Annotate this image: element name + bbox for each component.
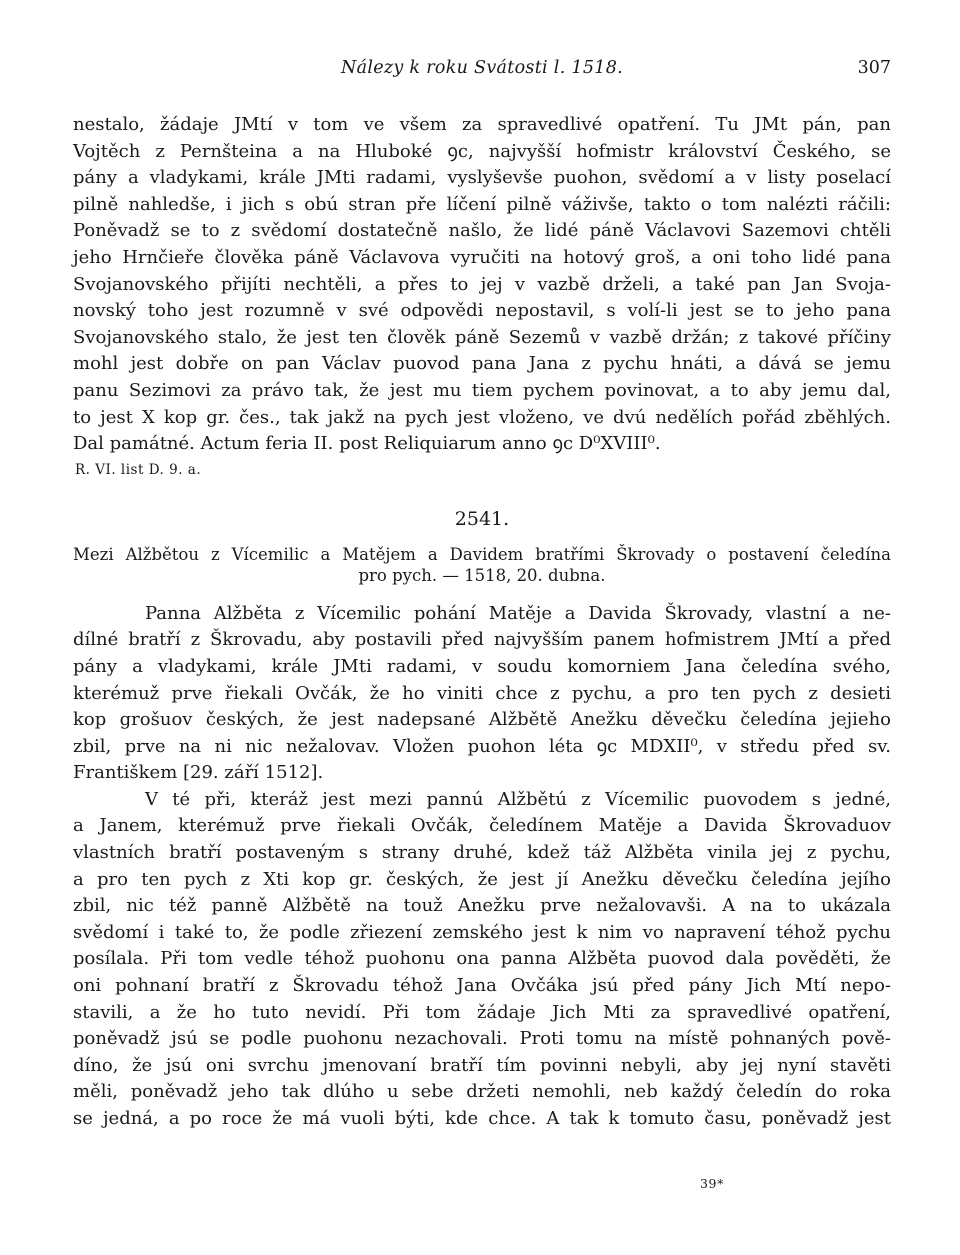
text-line: posílala. Při tom vedle téhož puohonu ona panna Alžběta puovod dala pověděti, že [73,948,891,970]
summary-line: pro pych. — 1518, 20. dubna. [358,566,606,586]
text-line: panu Sezimovi za právo tak, že jest mu tiem pychem povinovat, a to aby jemu dal, [73,379,891,401]
text-line: nestalo, žádaje JMtí v tom ve všem za spravedlivé opatření. Tu JMt pán, pan [73,114,891,135]
text-line: Františkem [29. září 1512]. [73,762,324,784]
text-line: zbil, nic též panně Alžbětě na touž Anežku prve nežalovavši. A na to ukázala [73,895,891,917]
document-summary [73,544,891,587]
paragraph [73,787,891,1133]
text-line: Vojtěch z Pernšteina a na Hluboké ꝯc, najvyšší hofmistr království Českého, se [73,140,891,162]
source-note: R. VI. list D. 9. a. [75,461,202,478]
text-line: to jest X kop gr. čes., tak jakž na pych jest vloženo, ve dvú nedělích pořád zběhlých. [73,406,891,428]
text-line: Svojanovského přijíti nechtěli, a přes to jej v vazbě drželi, a také pan Jan Svoja- [73,273,891,295]
text-line: kterémuž prve řiekali Ovčák, že ho viniti chce z pychu, a pro ten pych z desieti [73,682,891,704]
text-line: pilně nahledše, i jich s obú stran pře líčení pilně váživše, takto o tom nalézti ráčili: [73,193,891,215]
text-line: a Janem, kterémuž prve řiekali Ovčák, čeledínem Matěje a Davida Škrovaduov [73,815,891,837]
page-number: 307 [857,58,891,78]
text-line: V té při, kteráž jest mezi pannú Alžbětú z Vícemilic puovodem s jedné, [145,788,891,810]
continuation-text [73,112,891,478]
text-line: dílné bratří z Škrovadu, aby postavili před najvyšším panem hofmistrem JMtí a před [73,629,891,651]
text-line: Poněvadž se to z svědomí dostatečně našlo, že lidé páně Václavovi Sazemovi chtěli [73,220,891,242]
text-line: díno, že jsú oni svrchu jmenovaní bratří tím povinni nebyli, aby jej nyní stavěti [73,1054,891,1076]
text-line: a pro ten pych z Xti kop gr. českých, že jest jí Anežku děvečku čeledína jejího [73,868,891,890]
text-line: Svojanovského stalo, že jest ten člověk páně Sezemů v vazbě držán; z takové příčiny [73,326,891,348]
text-line: poněvadž jsú se podle puohonu nezachovali. Proti tomu na místě pohnaných pově- [73,1028,891,1050]
document-body [73,601,891,1133]
text-line: oni pohnaní bratří z Škrovadu téhož Jana Ovčáka jsú před pány Jich Mtí nepo- [73,975,891,997]
running-head [73,58,891,90]
summary-line: Mezi Alžbětou z Vícemilic a Matějem a Davidem bratřími Škrovady o postavení čeledína [73,544,891,564]
text-line: pány a vladykami, krále JMti radami, vyslyševše puohon, svědomí a v listy poselací [73,167,891,189]
text-line: měli, poněvadž jeho tak dlúho u sebe držeti nemohli, neb každý čeledín do roka [73,1081,891,1103]
text-line: novský toho jest rozumně v své odpovědi nepostavil, s volí-li jest se to jeho pana [73,300,891,322]
text-line: Panna Alžběta z Vícemilic pohání Matěje a Davida Škrovady, vlastní a ne- [145,602,891,624]
signature-mark: 39* [700,1176,724,1191]
text-line: vlastních bratří postaveným s strany druhé, kdež táž Alžběta vinila jej z pychu, [73,842,891,864]
text-line: kop grošuov českých, že jest nadepsané Alžbětě Anežku děvečku čeledína jejieho [73,709,891,731]
text-line: jeho Hrnčieře člověka páně Václavova vyručiti na hotový groš, a oni toho lidé pana [73,246,891,268]
paragraph [73,601,891,787]
text-line: Dal památné. Actum feria II. post Reliquiarum anno ꝯc D⁰XVIII⁰. [73,433,661,455]
text-line: pány a vladykami, krále JMti radami, v soudu komorniem Jana čeledína svého, [73,655,891,677]
text-line: se jedná, a po roce že má vuoli býti, kde chce. A tak k tomuto času, poněvadž jest [73,1108,891,1129]
text-line: svědomí i také to, že podle zřiezení zemského jest k nim vo napravení téhož pychu [73,921,891,943]
running-title: Nálezy k roku Svátosti l. 1518. [340,58,624,78]
page [73,58,891,1133]
text-line: mohl jest dobře on pan Václav puovod pana Jana z pychu hnáti, a dává se jemu [73,353,891,375]
text-line: zbil, prve na ni nic nežalovav. Vložen puohon léta ꝯc MDXII⁰, v středu před sv. [73,735,891,757]
text-line: stavili, a že ho tuto nevidí. Při tom žádaje Jich Mti za spravedlivé opatření, [73,1001,891,1023]
document-number: 2541. [454,507,510,530]
